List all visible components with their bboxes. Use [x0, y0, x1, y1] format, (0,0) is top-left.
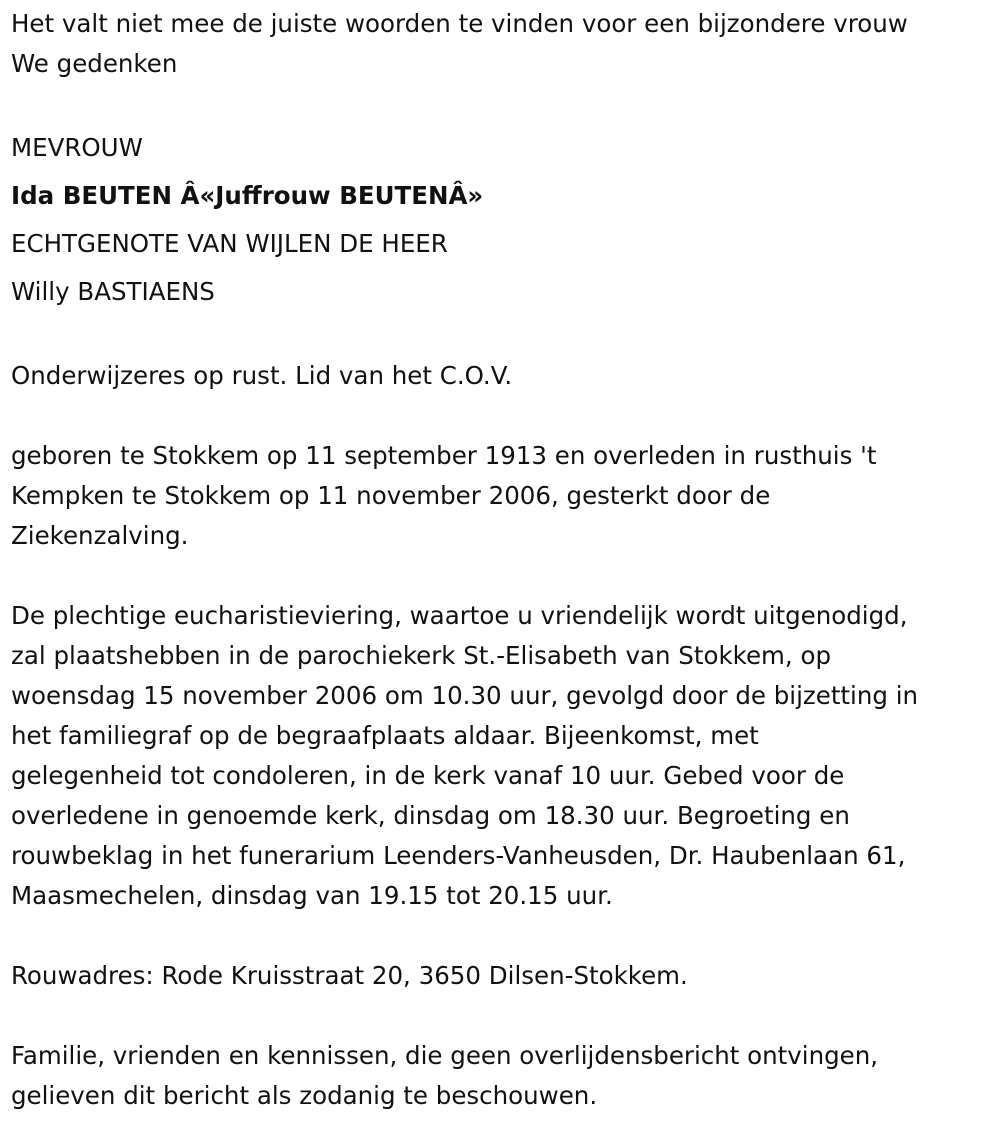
- spouse-name: Willy BASTIAENS: [11, 277, 215, 306]
- ceremony-line: het familiegraf op de begraafplaats aldaar. Bijeenkomst, met: [11, 721, 759, 750]
- closing-line: Familie, vrienden en kennissen, die geen overlijdensbericht ontvingen,: [11, 1041, 879, 1070]
- ceremony-line: overledene in genoemde kerk, dinsdag om 18.30 uur. Begroeting en: [11, 801, 850, 830]
- ceremony-line: woensdag 15 november 2006 om 10.30 uur, gevolgd door de bijzetting in: [11, 681, 919, 710]
- spacer: [11, 916, 985, 956]
- address-line: Rouwadres: Rode Kruisstraat 20, 3650 Dilsen-Stokkem.: [11, 961, 688, 990]
- ceremony-line: zal plaatshebben in de parochiekerk St.-Elisabeth van Stokkem, op: [11, 641, 831, 670]
- ceremony-line: Maasmechelen, dinsdag van 19.15 tot 20.15 uur.: [11, 881, 613, 910]
- spacer: [11, 316, 985, 356]
- spouse-title: ECHTGENOTE VAN WIJLEN DE HEER: [11, 229, 448, 258]
- spacer: [11, 396, 985, 436]
- birth-death-line: geboren te Stokkem op 11 september 1913 en overleden in rusthuis 't: [11, 441, 877, 470]
- title-line: MEVROUW: [11, 133, 143, 162]
- birth-death-line: Kempken te Stokkem op 11 november 2006, gesterkt door de: [11, 481, 771, 510]
- occupation-line: Onderwijzeres op rust. Lid van het C.O.V.: [11, 361, 513, 390]
- spacer: [11, 996, 985, 1036]
- closing-line: gelieven dit bericht als zodanig te beschouwen.: [11, 1081, 598, 1110]
- spacer: [11, 84, 985, 124]
- ceremony-line: De plechtige eucharistieviering, waartoe u vriendelijk wordt uitgenodigd,: [11, 601, 908, 630]
- ceremony-line: gelegenheid tot condoleren, in de kerk vanaf 10 uur. Gebed voor de: [11, 761, 845, 790]
- spacer: [11, 556, 985, 596]
- intro-line-1: Het valt niet mee de juiste woorden te vinden voor een bijzondere vrouw: [11, 9, 908, 38]
- ceremony-line: rouwbeklag in het funerarium Leenders-Vanheusden, Dr. Haubenlaan 61,: [11, 841, 906, 870]
- intro-line-2: We gedenken: [11, 49, 178, 78]
- birth-death-line: Ziekenzalving.: [11, 521, 189, 550]
- deceased-name: Ida BEUTEN Â«Juffrouw BEUTENÂ»: [11, 181, 484, 210]
